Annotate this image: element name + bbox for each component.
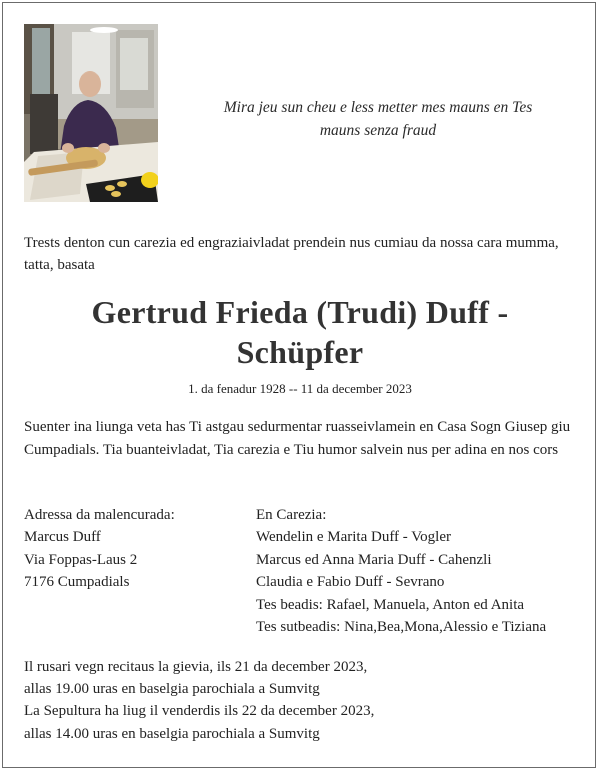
family-line: Wendelin e Marita Duff - Vogler: [256, 529, 451, 546]
family-heading: En Carezia:: [256, 507, 327, 523]
service-line: Il rusari vegn recitaus la gievia, ils 21 da december 2023,: [24, 659, 368, 675]
family-line: Tes sutbeadis: Nina,Bea,Mona,Alessio e Tiziana: [256, 619, 547, 636]
name-line-2: Schüpfer: [236, 334, 364, 370]
quote-line-1: Mira jeu sun cheu e less metter mes mauns en Tes: [223, 99, 533, 116]
service-line: allas 19.00 uras en baselgia parochiala a Sumvitg: [24, 681, 320, 698]
service-line: La Sepultura ha liug il venderdis ils 22 da december 2023,: [24, 703, 375, 720]
quote-line-2: mauns senza fraud: [319, 122, 437, 139]
address-line: Marcus Duff: [24, 529, 101, 546]
name-line-1: Gertrud Frieda (Trudi) Duff -: [91, 294, 509, 330]
family-list: [256, 504, 586, 638]
mourning-address: [24, 504, 244, 594]
address-line: 7176 Cumpadials: [24, 574, 130, 591]
address-line: Via Foppas-Laus 2: [24, 551, 138, 568]
family-line: Tes beadis: Rafael, Manuela, Anton ed Anita: [256, 596, 525, 613]
service-details: [24, 656, 580, 745]
address-heading: Adressa da malencurada:: [24, 507, 175, 523]
life-dates: 1. da fenadur 1928 -- 11 da december 2023: [188, 381, 412, 396]
family-line: Claudia e Fabio Duff - Sevrano: [256, 574, 445, 591]
service-line: allas 14.00 uras en baselgia parochiala a Sumvitg: [24, 725, 320, 742]
memorial-quote: [180, 96, 576, 142]
family-line: Marcus ed Anna Maria Duff - Cahenzli: [256, 551, 492, 568]
memorial-text: Suenter ina liunga veta has Ti astgau sedurmentar ruasseivlamein en Casa Sogn Giusep giu Cumpadials. Tia buanteivladat, Tia carezia e Tiu humor salvein nus per adina en nos cors: [24, 419, 571, 458]
intro-text: Trests denton cun carezia ed engraziaivladat prendein nus cumiau da nossa cara mumma, tatta, basata: [24, 235, 559, 273]
deceased-name: [24, 292, 576, 372]
portrait-photo: [24, 24, 158, 202]
